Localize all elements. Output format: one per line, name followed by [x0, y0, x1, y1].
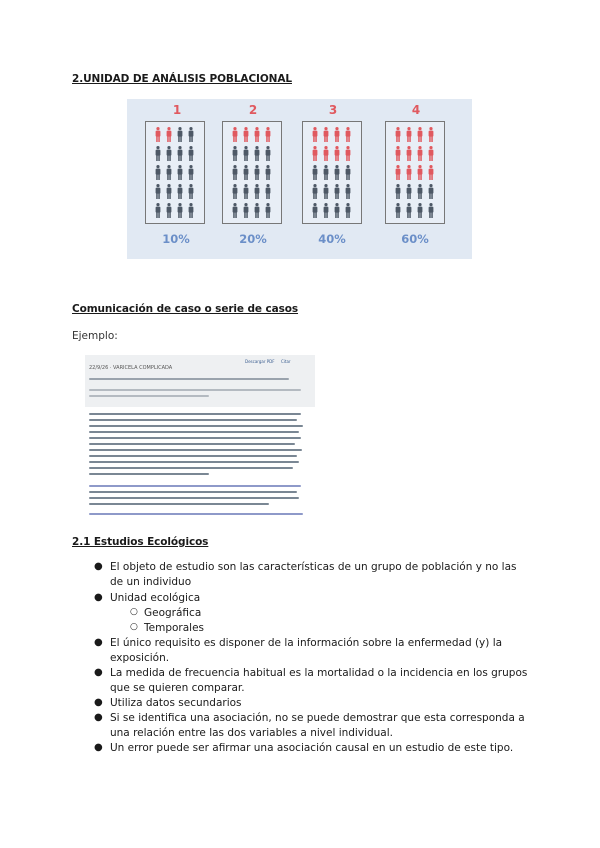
- sub-bullet-circle: ○: [130, 622, 138, 632]
- person-icon: [166, 203, 172, 218]
- thumbnail-text-line: [89, 491, 297, 493]
- person-icon: [323, 127, 329, 142]
- thumbnail-text-line: [89, 467, 293, 469]
- person-icon: [243, 146, 249, 161]
- panel-4: [385, 121, 445, 224]
- person-icon: [334, 203, 340, 218]
- person-icon: [334, 127, 340, 142]
- person-icon: [395, 203, 401, 218]
- person-icon: [177, 127, 183, 142]
- bullet-medida: La medida de frecuencia habitual es la mortalidad o la incidencia en los grupos que se quieren comparar.: [110, 667, 528, 694]
- person-icon: [155, 203, 161, 218]
- person-icon: [406, 184, 412, 199]
- person-icon: [417, 203, 423, 218]
- bullet-unidad: Unidad ecológica: [110, 592, 201, 604]
- person-icon: [334, 165, 340, 180]
- person-icon: [188, 146, 194, 161]
- thumbnail-title: 22/9/26 · VARICELA COMPLICADA: [89, 365, 173, 371]
- person-icon: [265, 146, 271, 161]
- panel-1: [145, 121, 205, 224]
- person-icon: [155, 146, 161, 161]
- thumbnail-text-line: [89, 413, 301, 415]
- person-icon: [417, 146, 423, 161]
- person-icon: [243, 165, 249, 180]
- thumbnail-text-line: [89, 503, 269, 505]
- person-icon: [428, 165, 434, 180]
- bullet-dot: ●: [94, 561, 103, 572]
- person-icon: [188, 203, 194, 218]
- person-icon: [177, 146, 183, 161]
- person-icon: [395, 127, 401, 142]
- person-icon: [166, 184, 172, 199]
- person-icon: [312, 165, 318, 180]
- person-icon: [334, 146, 340, 161]
- person-icon: [243, 184, 249, 199]
- population-figure: [127, 99, 472, 259]
- person-icon: [155, 165, 161, 180]
- person-icon: [177, 165, 183, 180]
- person-icon: [345, 146, 351, 161]
- person-icon: [428, 127, 434, 142]
- example-article-thumbnail: [85, 355, 315, 518]
- section-title-comunicacion: Comunicación de caso o serie de casos: [72, 303, 299, 315]
- person-icon: [345, 203, 351, 218]
- person-icon: [243, 127, 249, 142]
- thumbnail-text-line: [89, 485, 301, 487]
- thumbnail-download-link: Descargar PDF: [245, 359, 275, 364]
- person-icon: [265, 127, 271, 142]
- sub-bullet-temporales: Temporales: [144, 622, 205, 634]
- panel-number-2: 2: [248, 103, 258, 117]
- person-icon: [177, 184, 183, 199]
- example-label: Ejemplo:: [72, 330, 118, 342]
- person-icon: [254, 146, 260, 161]
- thumbnail-text-line: [89, 425, 303, 427]
- sub-bullet-geografica: Geográfica: [144, 607, 202, 619]
- bullet-dot: ●: [94, 712, 103, 723]
- thumbnail-text-line: [89, 443, 295, 445]
- thumbnail-text-line: [89, 473, 209, 475]
- person-icon: [254, 203, 260, 218]
- person-icon: [188, 184, 194, 199]
- bullet-datos: Utiliza datos secundarios: [110, 697, 242, 709]
- person-icon: [395, 146, 401, 161]
- person-icon: [345, 127, 351, 142]
- person-icon: [323, 146, 329, 161]
- person-icon: [166, 165, 172, 180]
- person-icon: [232, 127, 238, 142]
- person-icon: [265, 165, 271, 180]
- person-icon: [177, 203, 183, 218]
- person-icon: [254, 165, 260, 180]
- panel-number-4: 4: [411, 103, 421, 117]
- bullet-error: Un error puede ser afirmar una asociación causal en un estudio de este tipo.: [110, 742, 514, 754]
- panel-percent-4: 60%: [401, 232, 429, 246]
- thumbnail-text-line: [89, 419, 297, 421]
- person-icon: [323, 203, 329, 218]
- panel-2: [222, 121, 282, 224]
- bullet-dot: ●: [94, 742, 103, 753]
- person-icon: [323, 184, 329, 199]
- panel-percent-3: 40%: [318, 232, 346, 246]
- person-icon: [417, 184, 423, 199]
- sub-bullet-circle: ○: [130, 607, 138, 617]
- bullet-dot: ●: [94, 592, 103, 603]
- bullet-dot: ●: [94, 697, 103, 708]
- thumbnail-text-line: [89, 431, 299, 433]
- thumbnail-text-line: [89, 437, 301, 439]
- person-icon: [188, 165, 194, 180]
- person-icon: [166, 146, 172, 161]
- person-icon: [417, 127, 423, 142]
- thumbnail-text-line: [89, 455, 297, 457]
- person-icon: [155, 127, 161, 142]
- panel-percent-2: 20%: [239, 232, 267, 246]
- person-icon: [345, 184, 351, 199]
- thumbnail-text-line: [89, 513, 303, 515]
- person-icon: [243, 203, 249, 218]
- person-icon: [406, 203, 412, 218]
- thumbnail-text-line: [89, 378, 289, 380]
- bullet-dot: ●: [94, 667, 103, 678]
- bullet-asociacion: Si se identifica una asociación, no se puede demostrar que esta corresponda a una relación entre las dos variables a nivel individual.: [110, 712, 525, 739]
- bullet-objeto: El objeto de estudio son las características de un grupo de población y no las de un individuo: [110, 561, 517, 588]
- thumbnail-text-line: [89, 389, 301, 391]
- panel-number-3: 3: [328, 103, 338, 117]
- person-icon: [166, 127, 172, 142]
- panel-3: [302, 121, 362, 224]
- person-icon: [232, 203, 238, 218]
- person-icon: [265, 184, 271, 199]
- panel-number-1: 1: [172, 103, 182, 117]
- person-icon: [232, 165, 238, 180]
- section-title-ecologicos: 2.1 Estudios Ecológicos: [72, 536, 209, 548]
- person-icon: [428, 146, 434, 161]
- person-icon: [254, 127, 260, 142]
- person-icon: [188, 127, 194, 142]
- panel-percent-1: 10%: [162, 232, 190, 246]
- thumbnail-text-line: [89, 395, 209, 397]
- person-icon: [428, 184, 434, 199]
- person-icon: [406, 127, 412, 142]
- person-icon: [312, 146, 318, 161]
- thumbnail-text-line: [89, 497, 299, 499]
- person-icon: [265, 203, 271, 218]
- person-icon: [428, 203, 434, 218]
- person-icon: [232, 184, 238, 199]
- person-icon: [417, 165, 423, 180]
- person-icon: [406, 146, 412, 161]
- person-icon: [312, 127, 318, 142]
- person-icon: [323, 165, 329, 180]
- bullet-requisito: El único requisito es disponer de la información sobre la enfermedad (y) la exposición.: [110, 637, 503, 664]
- person-icon: [334, 184, 340, 199]
- bullet-dot: ●: [94, 637, 103, 648]
- person-icon: [406, 165, 412, 180]
- section-title-unidad: 2.UNIDAD DE ANÁLISIS POBLACIONAL: [72, 73, 292, 85]
- person-icon: [254, 184, 260, 199]
- person-icon: [345, 165, 351, 180]
- person-icon: [395, 184, 401, 199]
- person-icon: [232, 146, 238, 161]
- person-icon: [312, 203, 318, 218]
- person-icon: [312, 184, 318, 199]
- person-icon: [155, 184, 161, 199]
- person-icon: [395, 165, 401, 180]
- thumbnail-text-line: [89, 461, 299, 463]
- thumbnail-text-line: [89, 449, 302, 451]
- thumbnail-cite-link: Citar: [281, 359, 291, 364]
